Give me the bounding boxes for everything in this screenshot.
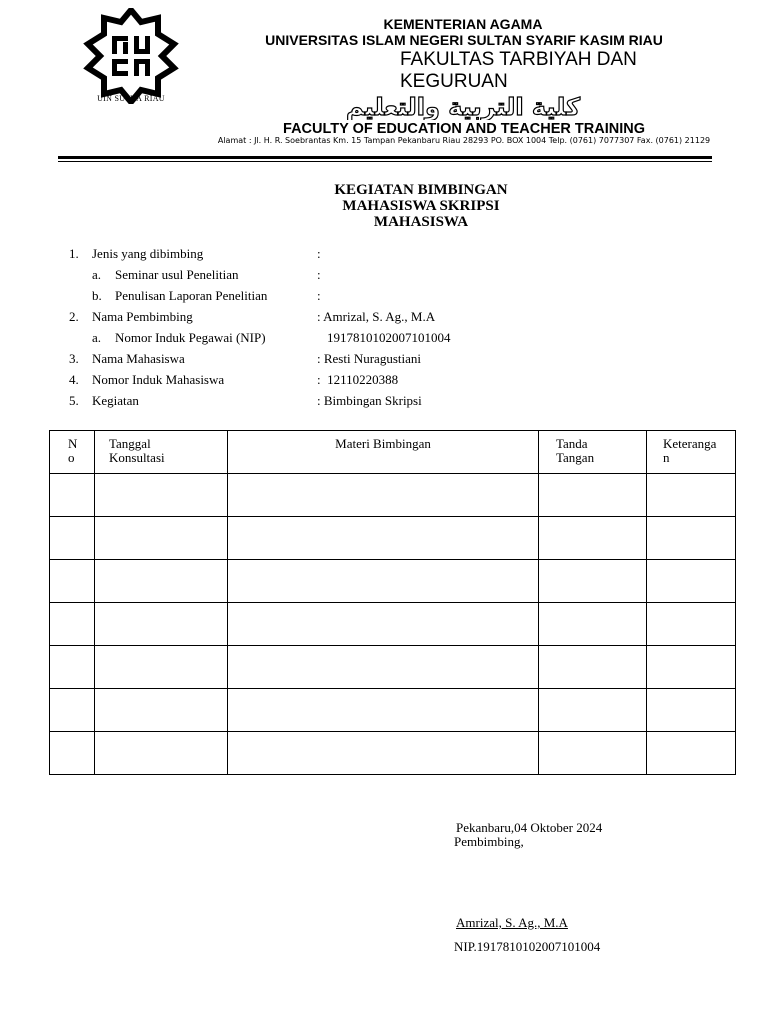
cell-tanda-tangan[interactable] [539,474,647,517]
signature-nip: NIP.1917810102007101004 [454,939,601,954]
table-row [50,646,736,689]
cell-materi[interactable] [228,603,539,646]
info-label: Nomor Induk Mahasiswa [92,372,225,387]
faculty-name-indonesian: FAKULTAS TARBIYAH DAN KEGURUAN [400,49,637,92]
cell-keterangan[interactable] [647,603,736,646]
cell-tanda-tangan[interactable] [539,732,647,775]
table-row [50,517,736,560]
header-rule-thin [58,161,712,162]
document-title [270,182,572,230]
title-line-3: MAHASISWA [373,214,469,230]
cell-no[interactable] [50,646,95,689]
info-subnumber: a. [92,330,102,345]
cell-tanda-tangan[interactable] [539,517,647,560]
info-label: Nama Pembimbing [92,309,193,324]
info-value: : Bimbingan Skripsi [317,393,422,408]
info-label: Nama Mahasiswa [92,351,185,366]
info-value: : Resti Nuragustiani [317,351,421,366]
cell-materi[interactable] [228,474,539,517]
cell-tanggal[interactable] [95,560,228,603]
ministry-name: KEMENTERIAN AGAMA [383,16,543,32]
cell-no[interactable] [50,560,95,603]
info-subnumber: a. [92,267,102,282]
header-tanda-tangan: Tanda Tangan [539,431,647,474]
cell-keterangan[interactable] [647,560,736,603]
cell-materi[interactable] [228,646,539,689]
table-row [50,689,736,732]
faculty-name-english: FACULTY OF EDUCATION AND TEACHER TRAINING [283,121,645,137]
table-row [50,603,736,646]
info-label: Nomor Induk Pegawai (NIP) [115,330,266,345]
info-number: 1. [69,246,79,261]
info-number: 3. [69,351,79,366]
info-number: 5. [69,393,79,408]
consultation-log-table [49,430,736,775]
cell-materi[interactable] [228,560,539,603]
cell-tanggal[interactable] [95,474,228,517]
cell-tanggal[interactable] [95,603,228,646]
cell-keterangan[interactable] [647,517,736,560]
table-header-row [50,431,736,474]
info-number: 4. [69,372,79,387]
info-value: : 12110220388 [317,372,399,387]
cell-keterangan[interactable] [647,689,736,732]
cell-tanggal[interactable] [95,646,228,689]
info-subnumber: b. [92,288,102,303]
header-keterangan: Keteranga n [647,431,736,474]
cell-tanda-tangan[interactable] [539,646,647,689]
cell-no[interactable] [50,517,95,560]
cell-materi[interactable] [228,517,539,560]
cell-no[interactable] [50,732,95,775]
title-line-2: MAHASISWA SKRIPSI [342,198,500,214]
cell-materi[interactable] [228,689,539,732]
info-value: : [317,246,321,261]
cell-materi[interactable] [228,732,539,775]
cell-no[interactable] [50,603,95,646]
university-name: UNIVERSITAS ISLAM NEGERI SULTAN SYARIF KASIM RIAU [265,32,663,48]
info-value: : [317,267,321,282]
signature-place-date: Pekanbaru,04 Oktober 2024 [456,820,603,835]
cell-tanda-tangan[interactable] [539,603,647,646]
signature-name: Amrizal, S. Ag., M.A [456,915,568,930]
info-value: : Amrizal, S. Ag., M.A [317,309,436,324]
info-number: 2. [69,309,79,324]
cell-tanggal[interactable] [95,517,228,560]
cell-no[interactable] [50,689,95,732]
info-label: Kegiatan [92,393,139,408]
cell-tanda-tangan[interactable] [539,560,647,603]
header-no: N o [50,431,95,474]
info-value: : [317,288,321,303]
table-row [50,560,736,603]
cell-keterangan[interactable] [647,646,736,689]
logo-caption: UIN SUSKA RIAU [97,94,165,103]
info-label: Penulisan Laporan Penelitian [115,288,268,303]
info-label: Jenis yang dibimbing [92,246,204,261]
cell-keterangan[interactable] [647,732,736,775]
uin-suska-logo [74,8,188,104]
table-row [50,732,736,775]
signature-role: Pembimbing, [454,834,524,849]
cell-keterangan[interactable] [647,474,736,517]
faculty-arabic-text: كلية التربية والتعليم [345,93,581,120]
faculty-arabic-calligraphy [286,90,640,120]
title-line-1: KEGIATAN BIMBINGAN [334,182,508,198]
cell-no[interactable] [50,474,95,517]
faculty-address: Alamat : Jl. H. R. Soebrantas Km. 15 Tampan Pekanbaru Riau 28293 PO. BOX 1004 Telp. (0761) 7077307 Fax. (0761) 21129 [217,136,711,145]
cell-tanggal[interactable] [95,732,228,775]
info-label: Seminar usul Penelitian [115,267,239,282]
table-row [50,474,736,517]
cell-tanggal[interactable] [95,689,228,732]
header-rule-thick [58,156,712,159]
info-value: 1917810102007101004 [327,330,451,345]
header-tanggal-konsultasi: Tanggal Konsultasi [95,431,228,474]
header-materi-bimbingan: Materi Bimbingan [228,431,539,474]
cell-tanda-tangan[interactable] [539,689,647,732]
